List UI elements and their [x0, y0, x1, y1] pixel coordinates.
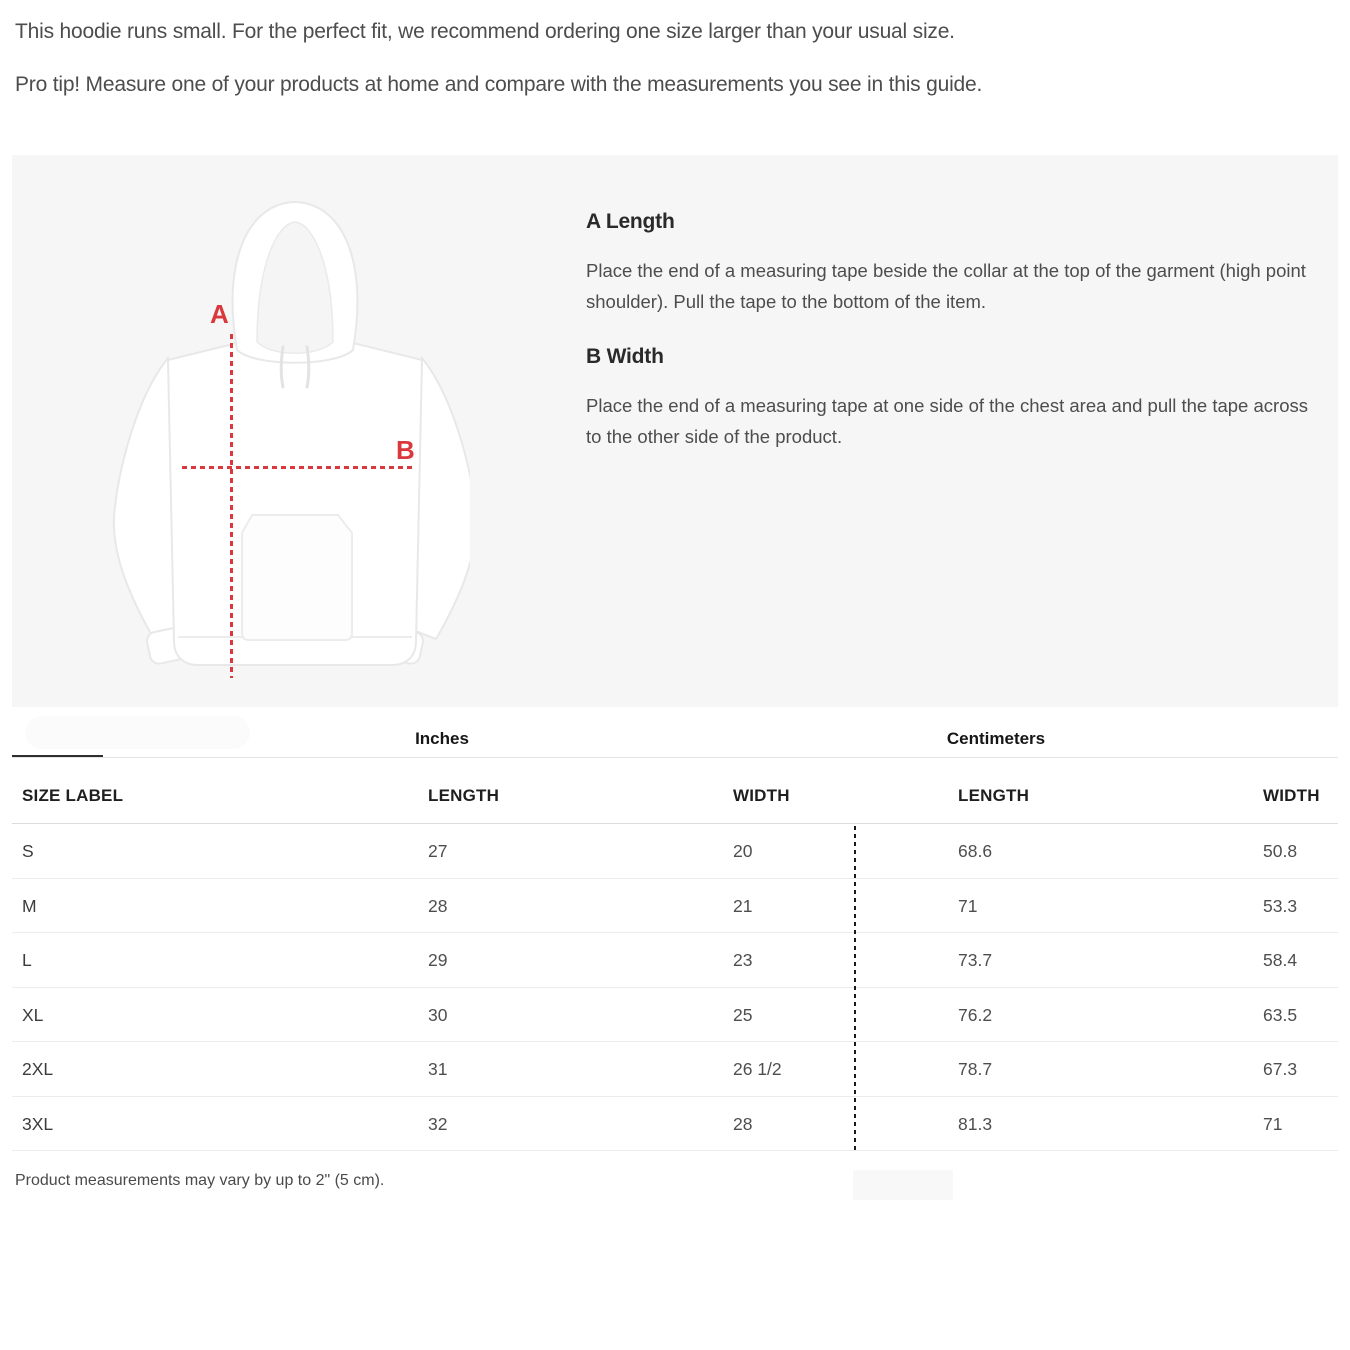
pro-tip-note: Pro tip! Measure one of your products at home and compare with the measurements you see in this guide. [15, 73, 983, 96]
table-row [12, 879, 1338, 934]
table-row [12, 1042, 1338, 1097]
inches-label: Inches [415, 729, 469, 748]
width-cm-cell: 67.3 [1263, 1059, 1298, 1079]
width-in-cell: 28 [733, 1113, 753, 1134]
table-row [12, 1097, 1338, 1152]
column-header-length-inches: LENGTH [428, 786, 500, 805]
size-cell: 3XL [22, 1113, 54, 1134]
hoodie-pocket [242, 515, 352, 640]
table-row [12, 988, 1338, 1043]
width-section-body: Place the end of a measuring tape at one side of the chest area and pull the tape across to the other side of the product. [586, 395, 1308, 447]
footer-placeholder [853, 1170, 953, 1200]
length-section-body: Place the end of a measuring tape beside the collar at the top of the garment (high point shoulder). Pull the tape to the bottom of the item. [586, 260, 1306, 312]
length-cm-cell: 81.3 [958, 1113, 993, 1134]
length-cm-cell: 71 [958, 895, 978, 916]
centimeters-label: Centimeters [946, 729, 1046, 748]
table-row [12, 824, 1338, 879]
length-section-title: A Length [586, 210, 675, 233]
length-in-cell: 29 [428, 950, 448, 970]
width-cm-cell: 50.8 [1263, 841, 1298, 861]
length-cm-cell: 73.7 [958, 950, 993, 970]
column-header-size-label: SIZE LABEL [22, 786, 124, 805]
length-in-cell: 30 [428, 1004, 448, 1025]
measurement-guide-panel [12, 155, 1338, 707]
width-in-cell: 20 [733, 841, 753, 861]
width-cm-cell: 53.3 [1263, 895, 1298, 916]
width-section-title: B Width [586, 345, 664, 368]
active-tab-placeholder[interactable] [25, 716, 250, 749]
width-in-cell: 23 [733, 950, 753, 970]
column-header-width-centimeters: WIDTH [1263, 786, 1320, 805]
length-in-cell: 32 [428, 1113, 448, 1134]
width-cm-cell: 71 [1263, 1113, 1283, 1134]
tab-strip-divider [12, 757, 1338, 758]
size-cell: XL [22, 1004, 44, 1025]
size-cell: M [22, 895, 37, 916]
width-in-cell: 25 [733, 1004, 753, 1025]
width-in-cell: 26 1/2 [733, 1059, 782, 1079]
column-header-length-centimeters: LENGTH [958, 786, 1030, 805]
size-cell: L [22, 950, 32, 970]
width-cm-cell: 63.5 [1263, 1004, 1298, 1025]
length-in-cell: 31 [428, 1059, 448, 1079]
units-divider-line [854, 826, 856, 1154]
length-cm-cell: 68.6 [958, 841, 993, 861]
table-row [12, 933, 1338, 988]
fit-note: This hoodie runs small. For the perfect fit, we recommend ordering one size larger than your usual size. [15, 20, 955, 43]
measurement-disclaimer: Product measurements may vary by up to 2" (5 cm). [15, 1172, 385, 1189]
length-marker-a: A [210, 299, 229, 329]
size-cell: S [22, 841, 34, 861]
column-header-width-inches: WIDTH [733, 786, 790, 805]
size-cell: 2XL [22, 1059, 54, 1079]
length-cm-cell: 78.7 [958, 1059, 993, 1079]
width-in-cell: 21 [733, 895, 753, 916]
width-marker-b: B [396, 435, 415, 465]
width-cm-cell: 58.4 [1263, 950, 1298, 970]
length-in-cell: 27 [428, 841, 448, 861]
length-in-cell: 28 [428, 895, 448, 916]
length-measure-line [230, 334, 233, 678]
length-cm-cell: 76.2 [958, 1004, 993, 1025]
width-measure-line [182, 466, 415, 469]
